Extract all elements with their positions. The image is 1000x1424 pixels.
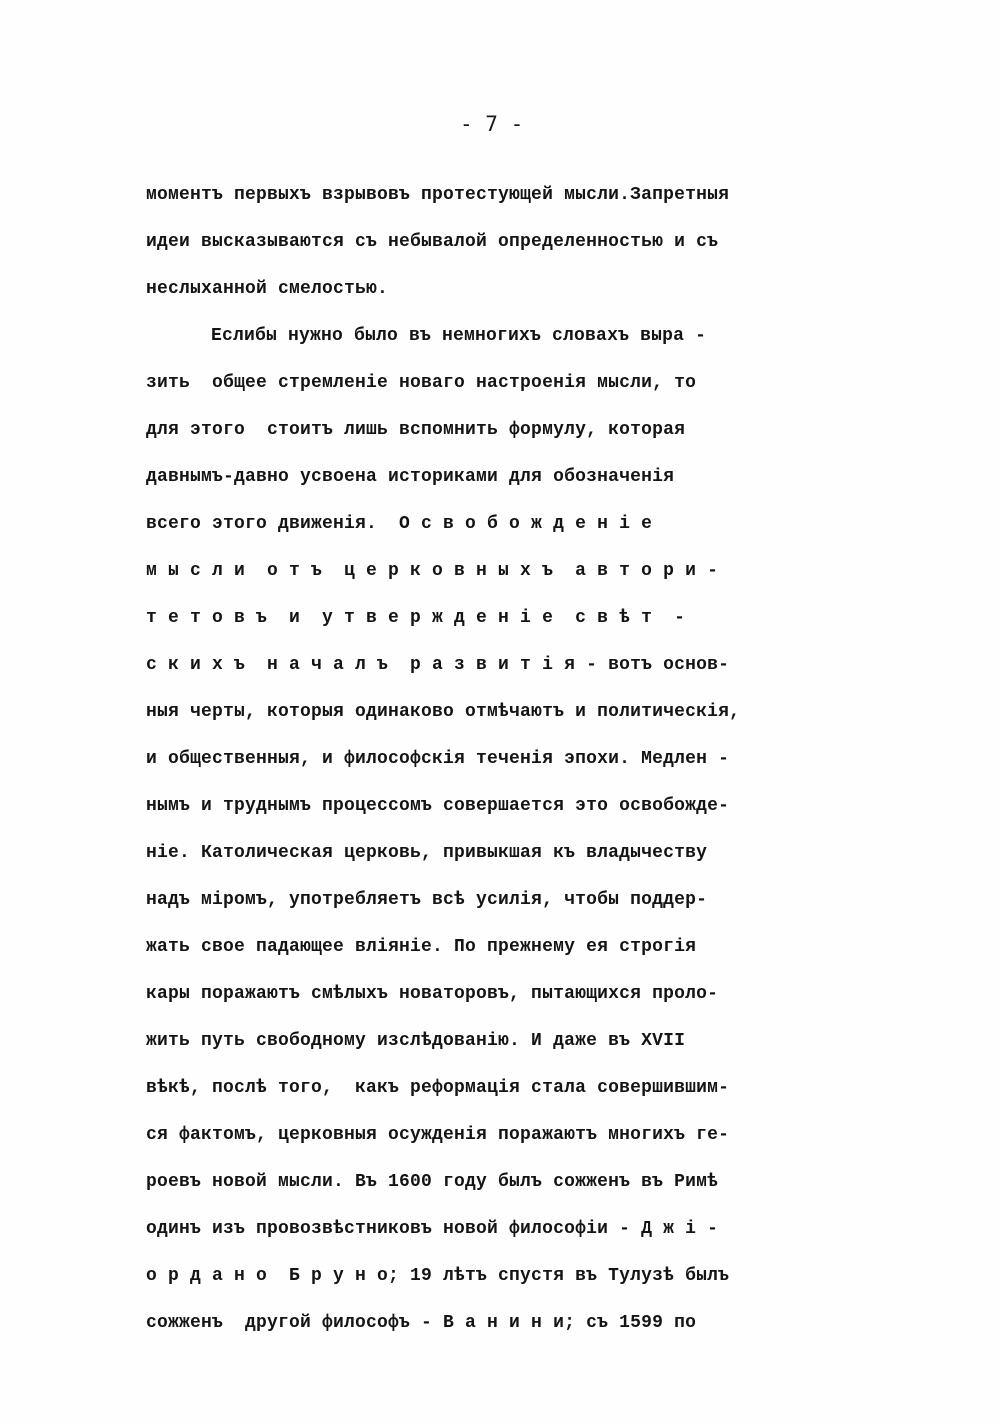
text-line: надъ міромъ, употребляетъ всѣ усилія, чтобы поддер-: [146, 890, 708, 910]
text-line: ныя черты, которыя одинаково отмѣчаютъ и политическія,: [146, 702, 741, 722]
text-line: роевъ новой мысли. Въ 1600 году былъ сожженъ въ Римѣ: [146, 1172, 719, 1192]
text-line: жать свое падающее вліяніе. По прежнему ея строгія: [146, 937, 697, 957]
text-line: ся фактомъ, церковныя осужденія поражаютъ многихъ ге-: [146, 1125, 730, 1145]
text-line: сожженъ другой философъ - В а н и н и; съ 1599 по: [146, 1313, 697, 1333]
text-line: зить общее стремленіе новаго настроенія мысли, то: [146, 373, 697, 393]
text-line: ніе. Католическая церковь, привыкшая къ владычеству: [146, 843, 708, 863]
text-line: жить путь свободному изслѣдованію. И даже въ XVII: [146, 1031, 686, 1051]
text-line: и общественныя, и философскія теченія эпохи. Медлен -: [146, 749, 730, 769]
text-line: с к и х ъ н а ч а л ъ р а з в и т і я - вотъ основ-: [146, 655, 730, 675]
text-line: идеи высказываются съ небывалой определенностью и съ: [146, 232, 719, 252]
text-line: одинъ изъ провозвѣстниковъ новой философіи - Д ж і -: [146, 1219, 719, 1239]
text-line: нымъ и труднымъ процессомъ совершается это освобожде-: [146, 796, 730, 816]
text-line: неслыханной смелостью.: [146, 279, 389, 299]
text-line: м ы с л и о т ъ ц е р к о в н ы х ъ а в т о р и -: [146, 561, 719, 581]
text-line: для этого стоитъ лишь вспомнить формулу, которая: [146, 420, 686, 440]
page-number: - 7 -: [460, 112, 524, 136]
text-line: вѣкѣ, послѣ того, какъ реформація стала совершившим-: [146, 1078, 730, 1098]
text-line: Еслибы нужно было въ немногихъ словахъ выра -: [211, 326, 707, 346]
text-line: кары поражаютъ смѣлыхъ новаторовъ, пытающихся проло-: [146, 984, 719, 1004]
text-line: всего этого движенія. О с в о б о ж д е н і е: [146, 514, 653, 534]
text-line: давнымъ-давно усвоена историками для обозначенія: [146, 467, 675, 487]
text-line: моментъ первыхъ взрывовъ протестующей мысли.Запретныя: [146, 185, 730, 205]
text-line: т е т о в ъ и у т в е р ж д е н і е с в ѣ т -: [146, 608, 686, 628]
body-text: [146, 172, 876, 1347]
text-line: о р д а н о Б р у н о; 19 лѣтъ спустя въ Тулузѣ былъ: [146, 1266, 730, 1286]
